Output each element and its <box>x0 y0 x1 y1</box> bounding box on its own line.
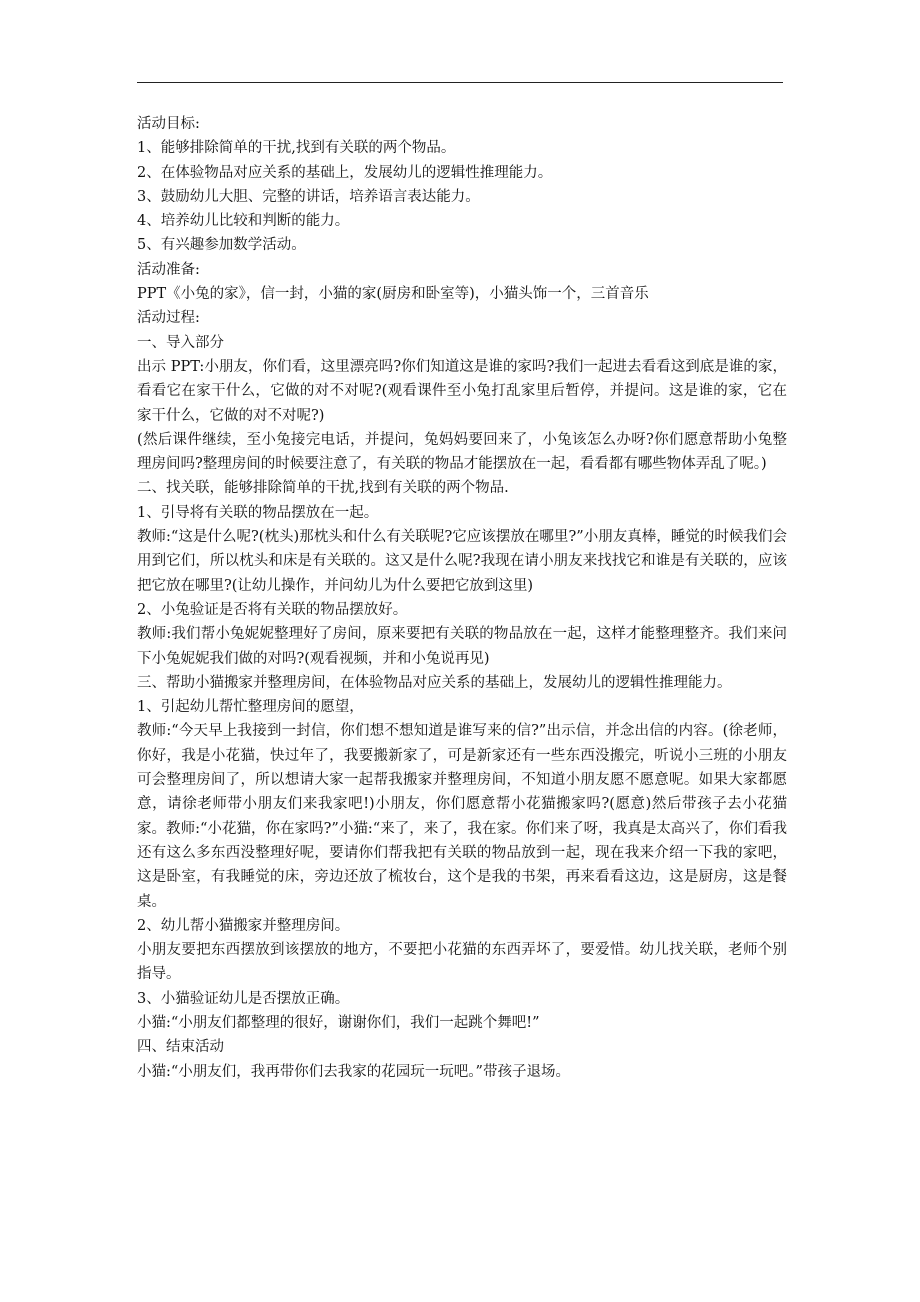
step-heading: 2、小兔验证是否将有关联的物品摆放好。 <box>137 601 408 618</box>
body-paragraph: 教师:我们帮小兔妮妮整理好了房间，原来要把有关联的物品放在一起，这样才能整理整齐。我们来问下小兔妮妮我们做的对吗?(观看视频，并和小兔说再见) <box>137 626 787 667</box>
body-paragraph: 小朋友要把东西摆放到该摆放的地方，不要把小花猫的东西弄坏了，要爱惜。幼儿找关联，老师个别指导。 <box>137 942 787 983</box>
step-heading: 2、幼儿帮小猫搬家并整理房间。 <box>137 917 350 934</box>
goal-item: 1、能够排除简单的干扰,找到有关联的两个物品。 <box>137 140 456 157</box>
goal-item: 2、在体验物品对应关系的基础上，发展幼儿的逻辑性推理能力。 <box>137 164 553 181</box>
part-heading: 一、导入部分 <box>137 334 224 351</box>
body-paragraph: (然后课件继续，至小兔接完电话，并提问，兔妈妈要回来了，小兔该怎么办呀?你们愿意帮助小兔整理房间吗?整理房间的时候要注意了，有关联的物品才能摆放在一起，看看都有哪些物体弄乱了呢。) <box>137 431 787 473</box>
preparation-text: PPT《小兔的家》，信一封，小猫的家(厨房和卧室等)，小猫头饰一个，三首音乐 <box>137 286 649 303</box>
part-heading: 四、结束活动 <box>137 1039 224 1056</box>
body-paragraph: 教师:“今天早上我接到一封信，你们想不想知道是谁写来的信?”出示信，并念出信的内容。(徐老师，你好，我是小花猫，快过年了，我要搬新家了，可是新家还有一些东西没搬完，听说小三班的小朋友可会整理房间了，所以想请大家一起帮我搬家并整理房间，不知道小朋友愿不愿意呢。如果大家都愿意，请徐老师带小朋友们来我家吧!)小朋友，你们愿意帮小花猫搬家吗?(愿意)然后带孩子去小花猫家。教师:“小花猫，你在家吗?”小猫:“来了，来了，我在家。你们来了呀，我真是太高兴了，你们看我还有这么多东西没整理好呢，要请你们帮我把有关联的物品放到一起，现在我来介绍一下我的家吧，这是卧室，有我睡觉的床，旁边还放了梳妆台，这个是我的书架，再来看看这边，这是厨房，这是餐桌。 <box>137 723 787 910</box>
part-heading: 三、帮助小猫搬家并整理房间，在体验物品对应关系的基础上，发展幼儿的逻辑性推理能力。 <box>137 674 732 691</box>
step-heading: 3、小猫验证幼儿是否摆放正确。 <box>137 990 350 1007</box>
body-paragraph: 出示 PPT:小朋友，你们看，这里漂亮吗?你们知道这是谁的家吗?我们一起进去看看这到底是谁的家，看看它在家干什么，它做的对不对呢?(观看课件至小兔打乱家里后暂停，并提问。这是谁的家，它在家干什么，它做的对不对呢?) <box>137 358 787 424</box>
goal-item: 3、鼓励幼儿大胆、完整的讲话，培养语言表达能力。 <box>137 188 480 205</box>
body-paragraph: 小猫:“小朋友们都整理的很好，谢谢你们，我们一起跳个舞吧!” <box>137 1014 540 1031</box>
section-heading-preparation: 活动准备: <box>137 261 200 278</box>
body-paragraph: 小猫:“小朋友们，我再带你们去我家的花园玩一玩吧。”带孩子退场。 <box>137 1063 570 1080</box>
part-heading: 二、找关联，能够排除简单的干扰,找到有关联的两个物品. <box>137 480 509 497</box>
header-rule <box>137 82 783 83</box>
step-heading: 1、引导将有关联的物品摆放在一起。 <box>137 504 379 521</box>
goal-item: 4、培养幼儿比较和判断的能力。 <box>137 213 350 230</box>
goal-item: 5、有兴趣参加数学活动。 <box>137 237 306 254</box>
section-heading-process: 活动过程: <box>137 310 200 327</box>
body-paragraph: 教师:“这是什么呢?(枕头)那枕头和什么有关联呢?它应该摆放在哪里?”小朋友真棒，睡觉的时候我们会用到它们，所以枕头和床是有关联的。这又是什么呢?我现在请小朋友来找找它和谁是有关联的，应该把它放在哪里?(让幼儿操作，并问幼儿为什么要把它放到这里) <box>137 529 787 594</box>
step-heading: 1、引起幼儿帮忙整理房间的愿望， <box>137 699 364 716</box>
document-body <box>137 112 787 1084</box>
section-heading-goals: 活动目标: <box>137 116 200 132</box>
